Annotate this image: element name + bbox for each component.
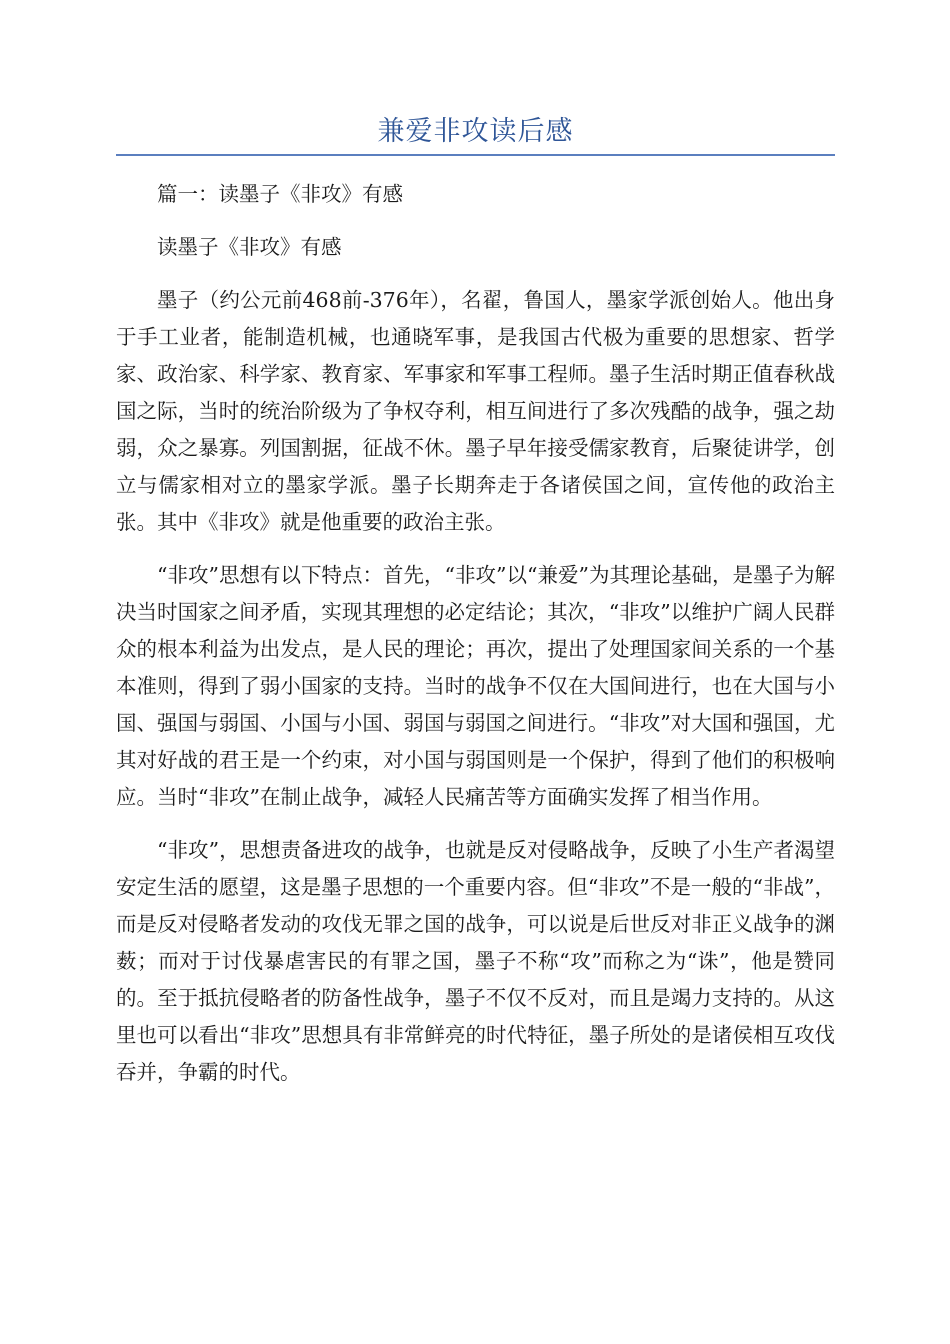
- subheading: 读墨子《非攻》有感: [157, 235, 342, 259]
- title-underline: [116, 154, 835, 156]
- document-title: 兼爱非攻读后感: [377, 116, 574, 147]
- paragraph: “非攻”，思想责备进攻的战争，也就是反对侵略战争，反映了小生产者渴望安定生活的愿望，这是墨子思想的一个重要内容。但“非攻”不是一般的“非战”，而是反对侵略者发动的攻伐无罪之国的战争，可以说是后世反对非正义战争的渊薮；而对于讨伐暴虐害民的有罪之国，墨子不称“攻”而称之为“诛”，他是赞同的。至于抵抗侵略者的防备性战争，墨子不仅不反对，而且是竭力支持的。从这里也可以看出“非攻”思想具有非常鲜亮的时代特征，墨子所处的是诸侯相互攻伐吞并，争霸的时代。: [116, 838, 835, 1084]
- paragraph: 墨子（约公元前468前-376年），名翟，鲁国人，墨家学派创始人。他出身于手工业者，能制造机械，也通晓军事，是我国古代极为重要的思想家、哲学家、政治家、科学家、教育家、军事家和军事工程师。墨子生活时期正值春秋战国之际，当时的统治阶级为了争权夺利，相互间进行了多次残酷的战争，强之劫弱，众之暴寡。列国割据，征战不休。墨子早年接受儒家教育，后聚徒讲学，创立与儒家相对立的墨家学派。墨子长期奔走于各诸侯国之间，宣传他的政治主张。其中《非攻》就是他重要的政治主张。: [116, 288, 835, 534]
- paragraph: “非攻”思想有以下特点：首先，“非攻”以“兼爱”为其理论基础，是墨子为解决当时国家之间矛盾，实现其理想的必定结论；其次，“非攻”以维护广阔人民群众的根本利益为出发点，是人民的理论；再次，提出了处理国家间关系的一个基本准则，得到了弱小国家的支持。当时的战争不仅在大国间进行，也在大国与小国、强国与弱国、小国与小国、弱国与弱国之间进行。“非攻”对大国和强国，尤其对好战的君王是一个约束，对小国与弱国则是一个保护，得到了他们的积极响应。当时“非攻”在制止战争，减轻人民痛苦等方面确实发挥了相当作用。: [116, 563, 835, 809]
- section-heading: 篇一：读墨子《非攻》有感: [157, 182, 403, 206]
- document-body: [116, 176, 835, 1107]
